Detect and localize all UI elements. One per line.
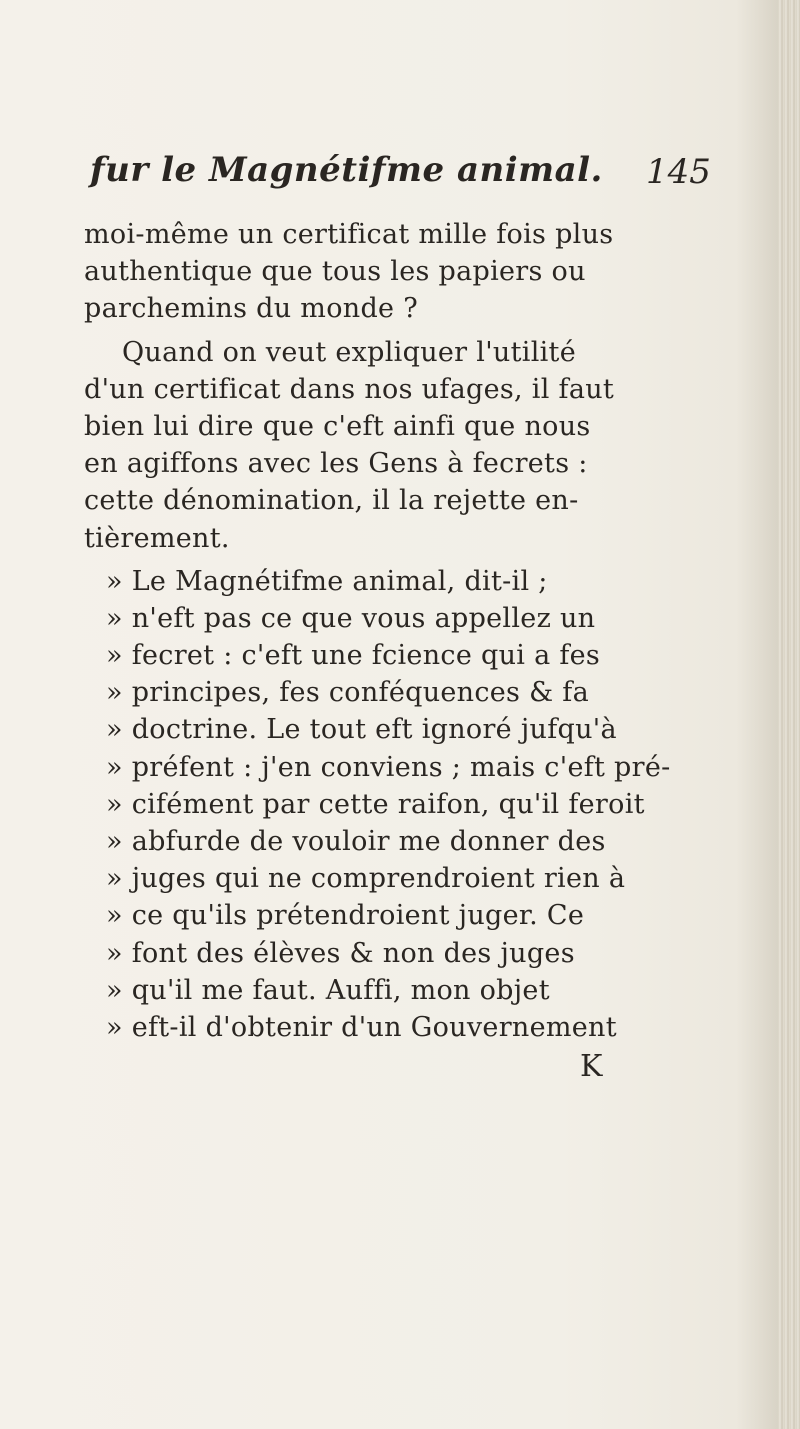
running-title: fur le Magnétifme animal. bbox=[90, 150, 603, 190]
text-line: » qu'il me faut. Auffi, mon objet bbox=[106, 974, 550, 1006]
paragraph-2 bbox=[84, 334, 724, 557]
text-line: Quand on veut expliquer l'utilité bbox=[122, 336, 576, 368]
text-line: » ce qu'ils prétendroient juger. Ce bbox=[106, 900, 585, 932]
text-line: » principes, fes conféquences & fa bbox=[106, 677, 589, 709]
text-line: » font des élèves & non des juges bbox=[106, 937, 575, 969]
signature-mark: K bbox=[580, 1049, 603, 1085]
text-line: » fecret : c'eft une fcience qui a fes bbox=[106, 640, 601, 672]
text-line: authentique que tous les papiers ou bbox=[84, 256, 586, 288]
text-line: d'un certificat dans nos ufages, il faut bbox=[84, 373, 615, 405]
page-edge bbox=[778, 0, 800, 1429]
page-content bbox=[84, 150, 724, 1086]
text-line: » Le Magnétifme animal, dit-il ; bbox=[106, 565, 548, 597]
text-line: en agiffons avec les Gens à fecrets : bbox=[84, 448, 588, 480]
text-line: » préfent : j'en conviens ; mais c'eft pré- bbox=[106, 751, 671, 783]
quotation bbox=[84, 563, 724, 1046]
text-line: bien lui dire que c'eft ainfi que nous bbox=[84, 410, 591, 442]
text-line: » eft-il d'obtenir d'un Gouvernement bbox=[106, 1011, 617, 1043]
text-line: moi-même un certificat mille fois plus bbox=[84, 219, 614, 250]
text-line: » abfurde de vouloir me donner des bbox=[106, 826, 606, 857]
text-line: » n'eft pas ce que vous appellez un bbox=[106, 602, 596, 634]
text-line: » cifément par cette raifon, qu'il feroit bbox=[106, 788, 645, 820]
page-number: 145 bbox=[646, 152, 711, 192]
text-line: cette dénomination, il la rejette en- bbox=[84, 485, 579, 517]
text-line: » doctrine. Le tout eft ignoré jufqu'à bbox=[106, 714, 617, 746]
text-line: parchemins du monde ? bbox=[84, 293, 418, 325]
paragraph-1 bbox=[84, 216, 724, 328]
page-header bbox=[84, 150, 724, 212]
text-line: » juges qui ne comprendroient rien à bbox=[106, 863, 626, 895]
text-line: tièrement. bbox=[84, 522, 230, 554]
